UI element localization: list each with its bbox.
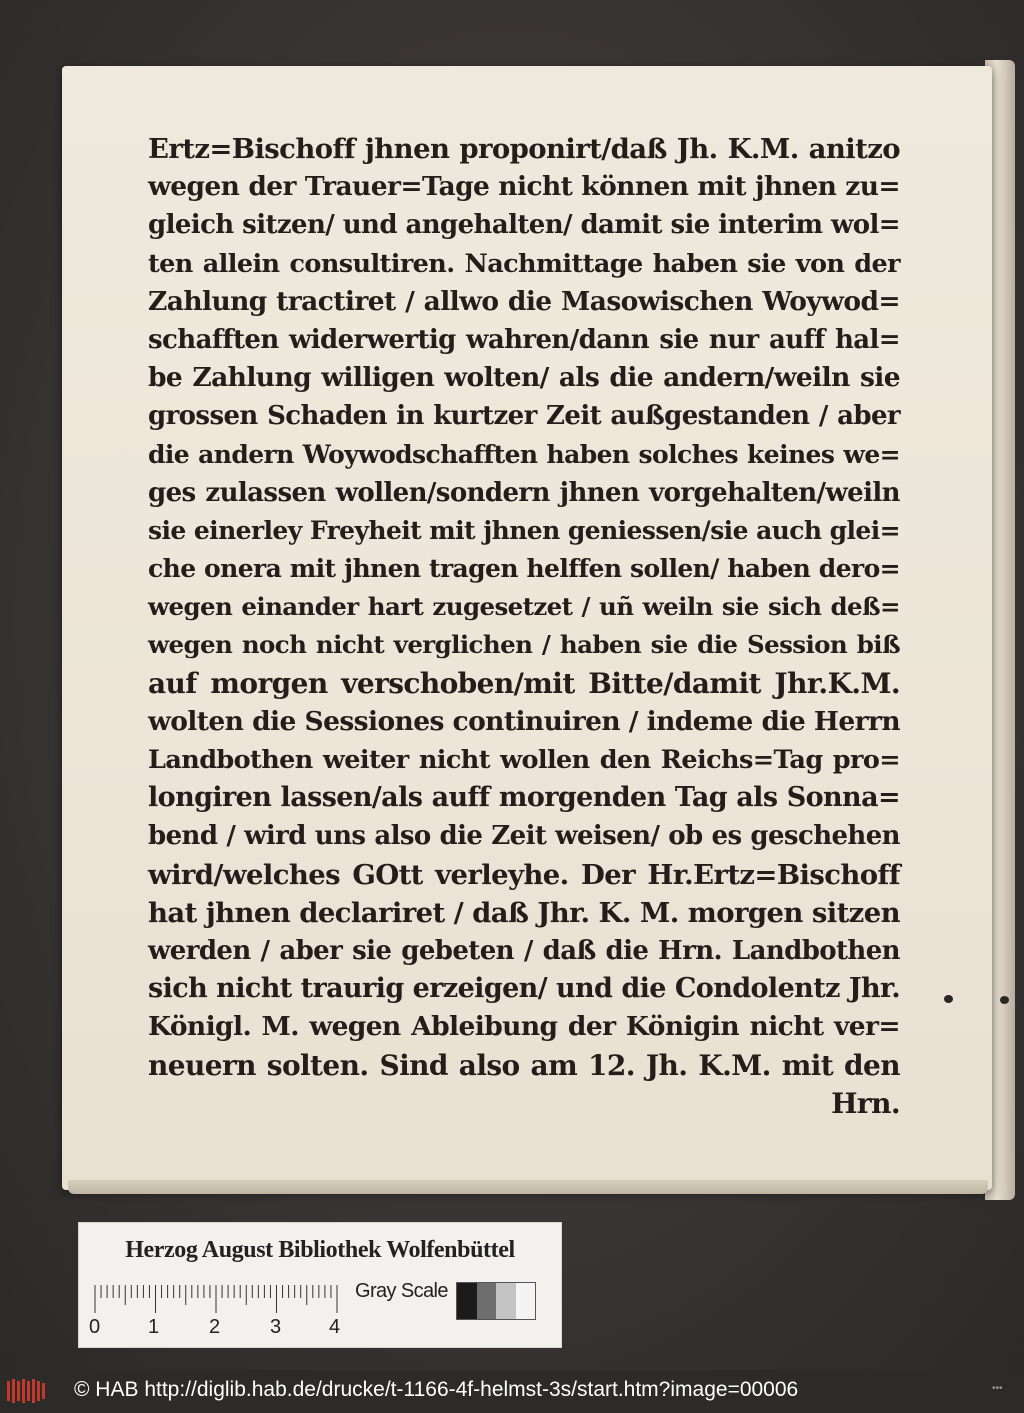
ruler-number: 1 [148, 1316, 160, 1338]
text-line: Zahlung tractiret / allwo die Masowischen Woywod= [148, 285, 900, 317]
text-line: wegen noch nicht verglichen / haben sie die Session biß [148, 630, 900, 660]
text-line: hat jhnen declariret / daß Jhr. K. M. morgen sitzen [148, 896, 900, 929]
text-line: sie einerley Freyheit mit jhnen geniessen/sie auch glei= [148, 515, 900, 545]
text-line: be Zahlung willigen wolten/ als die andern/weiln sie [148, 362, 900, 394]
ruler-number: 3 [270, 1316, 282, 1338]
ruler-number: 2 [209, 1316, 221, 1338]
text-line: werden / aber sie gebeten / daß die Hrn. Landbothen [148, 935, 900, 966]
text-line: grossen Schaden in kurtzer Zeit außgestanden / aber [148, 401, 900, 432]
hab-logo-icon [6, 1377, 46, 1405]
ruler-number: 0 [89, 1316, 101, 1338]
copyright-link[interactable]: © HAB http://diglib.hab.de/drucke/t-1166-4f-helmst-3s/start.htm?image=00006 [74, 1378, 799, 1401]
text-line: Königl. M. wegen Ableibung der Königin nicht ver= [148, 1011, 900, 1043]
library-name: Herzog August Bibliothek Wolfenbüttel [125, 1237, 515, 1263]
text-line: die andern Woywodschafften haben solches keines we= [148, 439, 900, 469]
text-line: bend / wird uns also die Zeit weisen/ ob es geschehen [148, 821, 900, 852]
text-line: wegen einander hart zugesetzet / uñ weiln sie sich deß= [148, 592, 900, 622]
page-hole-mark [1000, 996, 1009, 1004]
gray-patch [477, 1283, 497, 1319]
page-text [148, 130, 900, 1123]
gray-scale-patches [456, 1282, 536, 1320]
text-line: Hrn. [831, 1086, 900, 1120]
gray-patch [457, 1283, 477, 1319]
text-line: longiren lassen/als auff morgenden Tag als Sonna= [148, 782, 900, 814]
gray-patch [516, 1283, 536, 1319]
text-line: wegen der Trauer=Tage nicht können mit jhnen zu= [148, 171, 900, 203]
page-hole-mark [944, 995, 953, 1003]
text-line: Landbothen weiter nicht wollen den Reichs=Tag pro= [148, 745, 900, 775]
text-line: Ertz=Bischoff jhnen proponirt/daß Jh. K.M. anitzo [148, 133, 900, 165]
text-line: neuern solten. Sind also am 12. Jh. K.M. mit den [148, 1048, 900, 1082]
text-line: che onera mit jhnen tragen helffen sollen/ haben dero= [148, 554, 900, 584]
text-line: gleich sitzen/ und angehalten/ damit sie interim wol= [148, 210, 900, 241]
text-line: schafften widerwertig wahren/dann sie nur auff hal= [148, 324, 900, 355]
page-bottom-edge [68, 1180, 988, 1194]
gray-scale-label: Gray Scale [355, 1280, 448, 1302]
text-line: ges zulassen wollen/sondern jhnen vorgehalten/weiln [148, 477, 900, 508]
text-line: sich nicht traurig erzeigen/ und die Condolentz Jhr. [148, 973, 900, 1005]
ruler-number: 4 [329, 1316, 341, 1338]
text-line: ten allein consultiren. Nachmittage haben sie von der [148, 248, 900, 279]
more-icon[interactable]: ••• [992, 1383, 1003, 1394]
text-line: auf morgen verschoben/mit Bitte/damit Jhr.K.M. [148, 666, 900, 700]
text-line: wolten die Sessiones continuiren / indeme die Herrn [148, 705, 900, 737]
text-line: wird/welches GOtt verleyhe. Der Hr.Ertz=Bischoff [148, 858, 900, 891]
gray-patch [496, 1283, 516, 1319]
